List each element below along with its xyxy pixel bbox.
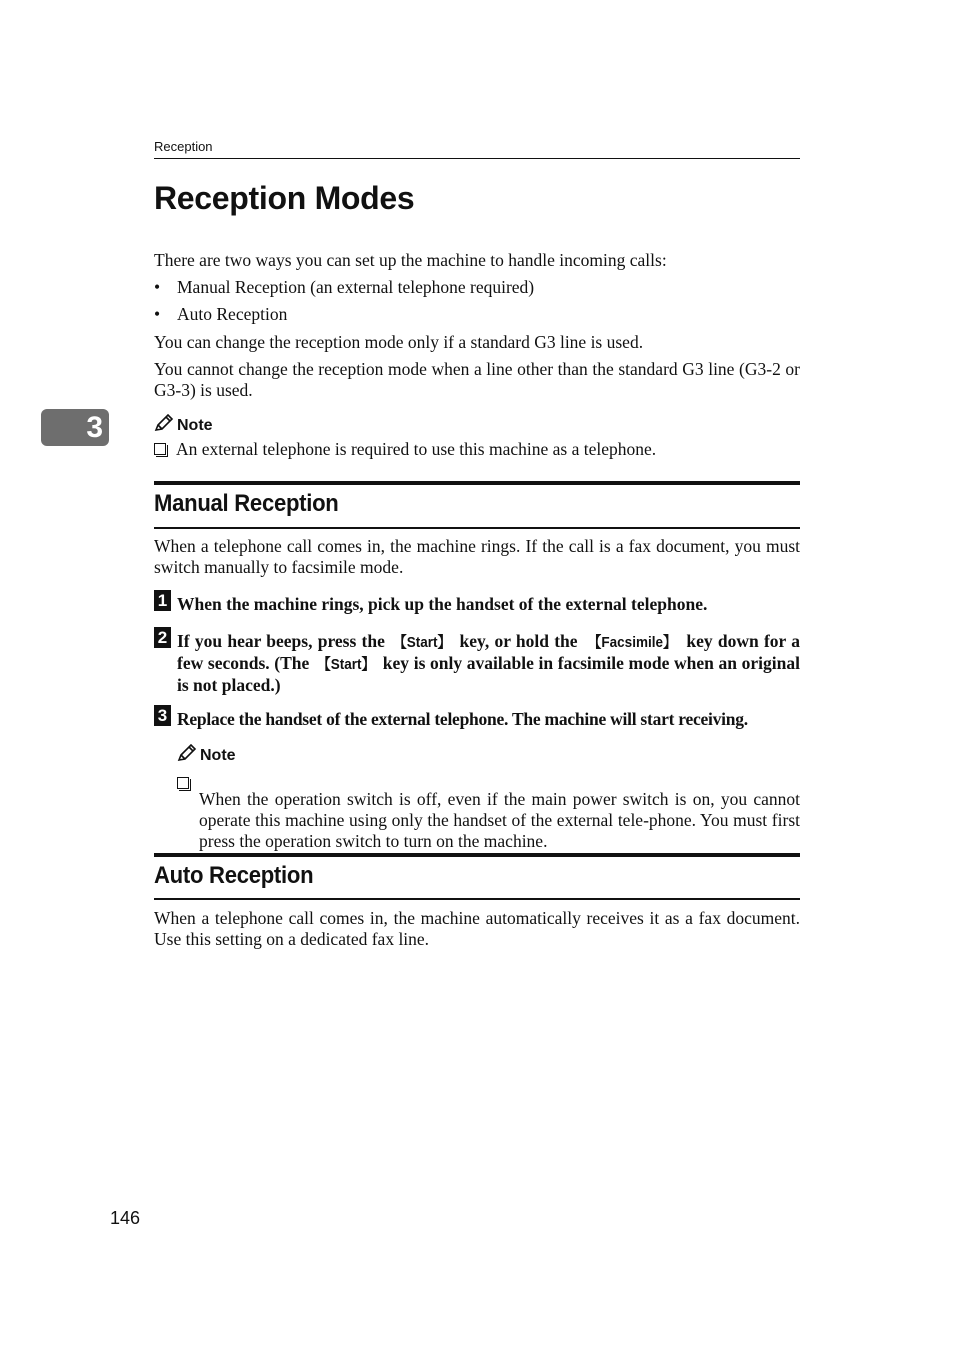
step-text-part: key is only available in facsimile mode when an original is not placed.): [177, 653, 800, 695]
step-text-part: If you hear beeps, press the: [177, 631, 391, 651]
bullet-dot: •: [154, 304, 161, 324]
section-title: Auto Reception: [154, 862, 314, 889]
intro-paragraph: You can change the reception mode only if a standard G3 line is used.: [154, 332, 644, 352]
step-text-part: key, or hold the: [454, 631, 583, 651]
start-key: 【Start】: [393, 634, 452, 651]
section-rule: [154, 853, 800, 857]
step-text: Replace the handset of the external telephone. The machine will start receiving.: [177, 709, 748, 729]
section-intro: When a telephone call comes in, the machine automatically receives it as a fax document. Use this setting on a dedicated fax line.: [154, 908, 800, 949]
step-number: 1: [154, 590, 171, 611]
step-number: 2: [154, 627, 171, 648]
pencil-icon: [154, 414, 174, 432]
checkbox-icon: [177, 777, 189, 789]
note-heading: [154, 414, 213, 435]
section-title: Manual Reception: [154, 490, 339, 517]
bullet-item: [154, 304, 287, 325]
note-item: [154, 439, 800, 460]
bullet-text: Auto Reception: [177, 304, 288, 324]
intro-paragraph: You cannot change the reception mode when a line other than the standard G3 line (G3-2 or G3-3) is used.: [154, 359, 800, 400]
bullet-text: Manual Reception (an external telephone required): [177, 277, 535, 297]
header-rule: [154, 158, 800, 159]
step-text-part: key down for a few seconds. (The: [177, 631, 800, 673]
step-text: When the machine rings, pick up the handset of the external telephone.: [177, 594, 708, 614]
section-rule: [154, 898, 800, 900]
chapter-tab: 3: [41, 409, 109, 446]
section-rule: [154, 527, 800, 529]
note-label: Note: [200, 747, 236, 764]
note-text: An external telephone is required to use this machine as a telephone.: [176, 439, 657, 459]
bullet-dot: •: [154, 277, 161, 297]
page-title: Reception Modes: [154, 180, 415, 216]
pencil-icon: [177, 744, 197, 762]
section-intro: When a telephone call comes in, the machine rings. If the call is a fax document, you must switch manually to facsimile mode.: [154, 536, 800, 577]
note-label: Note: [177, 417, 213, 434]
intro-lead: There are two ways you can set up the machine to handle incoming calls:: [154, 250, 667, 270]
checkbox-icon: [154, 443, 166, 455]
facsimile-key: 【Facsimile】: [587, 634, 677, 651]
note-text: When the operation switch is off, even if the main power switch is on, you cannot operate this machine using only the handset of the external tele-phone. You must first press the operation switch to turn on the machine.: [199, 789, 800, 851]
step-text: [177, 631, 800, 696]
start-key: 【Start】: [317, 656, 375, 673]
page-number: 146: [110, 1208, 141, 1228]
step-number: 3: [154, 705, 171, 726]
note-heading: [177, 744, 236, 765]
bullet-item: [154, 277, 534, 298]
section-rule: [154, 481, 800, 485]
note-item: [177, 768, 800, 852]
running-header: Reception: [154, 139, 213, 154]
